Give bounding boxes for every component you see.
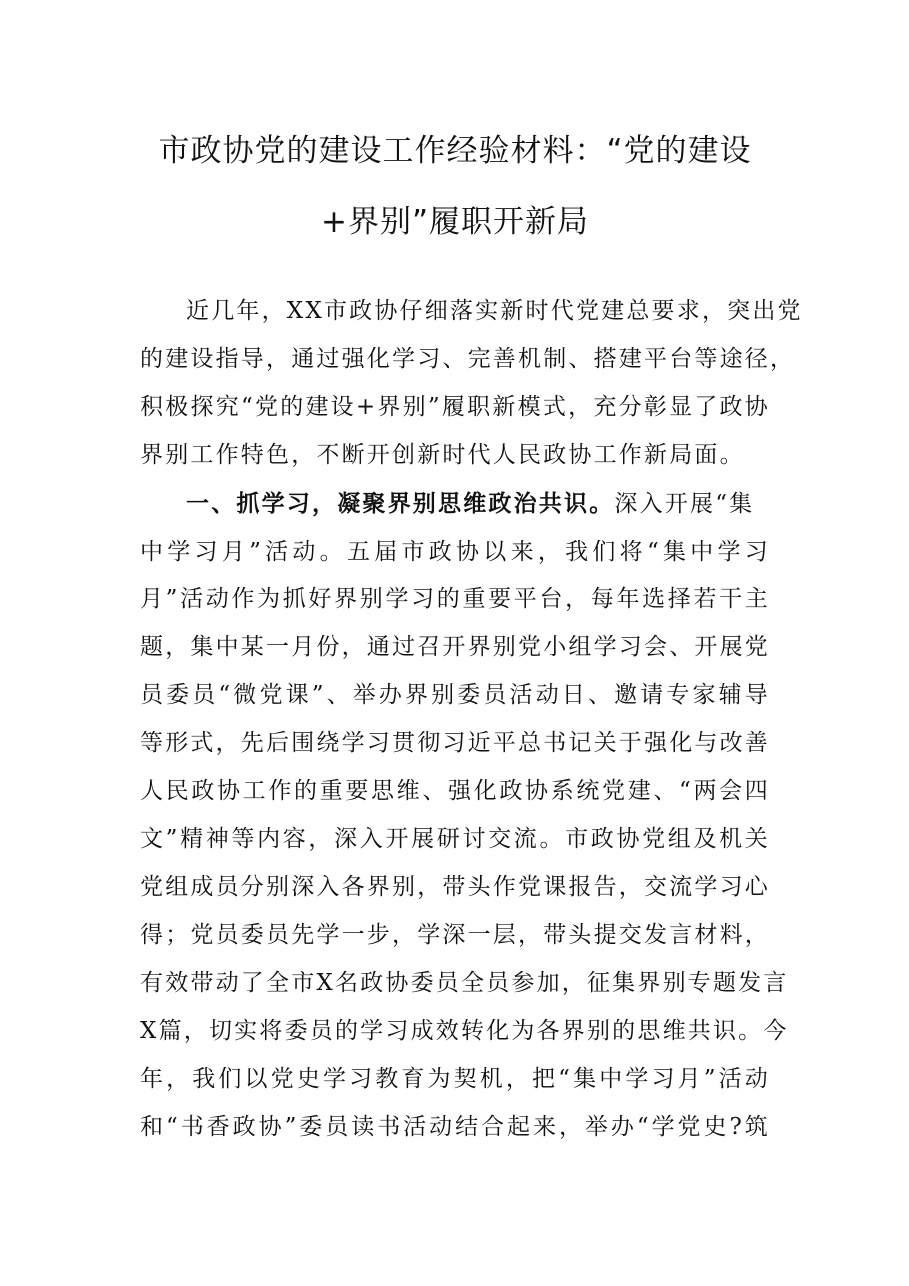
section-heading-continuation: 深入开展“集 xyxy=(614,491,755,517)
document-title-line-1: 市政协党的建设工作经验材料：“党的建设 xyxy=(158,133,752,169)
paragraph-line: 人民政协工作的重要思维、强化政协系统党建、“两会四 xyxy=(140,778,770,804)
paragraph-line: 有效带动了全市X名政协委员全员参加，征集界别专题发言 xyxy=(140,970,789,996)
paragraph-line: 党组成员分别深入各界别，带头作党课报告，交流学习心 xyxy=(140,874,770,900)
paragraph-line: 积极探究“党的建设+界别”履职新模式，充分彰显了政协 xyxy=(140,394,770,420)
section-heading: 一、抓学习，凝聚界别思维政治共识。 xyxy=(186,490,615,517)
paragraph-line: 月”活动作为抓好界别学习的重要平台，每年选择若干主 xyxy=(140,586,770,612)
paragraph-line: 得；党员委员先学一步，学深一层，带头提交发言材料， xyxy=(140,922,770,948)
paragraph-line: 的建设指导，通过强化学习、完善机制、搭建平台等途径， xyxy=(140,346,796,372)
paragraph-line: 等形式，先后围绕学习贯彻习近平总书记关于强化与改善 xyxy=(140,730,770,756)
paragraph-line: 近几年，XX市政协仔细落实新时代党建总要求，突出党 xyxy=(186,298,803,324)
paragraph-line: 和“书香政协”委员读书活动结合起来，举办“学党史?筑 xyxy=(140,1114,770,1140)
paragraph-line: X篇，切实将委员的学习成效转化为各界别的思维共识。今 xyxy=(140,1018,789,1044)
paragraph-line: 年，我们以党史学习教育为契机，把“集中学习月”活动 xyxy=(140,1066,770,1092)
section-heading-line xyxy=(186,485,770,518)
paragraph-line: 界别工作特色，不断开创新时代人民政协工作新局面。 xyxy=(140,442,745,468)
paragraph-line: 中学习月”活动。五届市政协以来，我们将“集中学习 xyxy=(140,539,770,565)
paragraph-line: 题，集中某一月份，通过召开界别党小组学习会、开展党 xyxy=(140,634,770,660)
document-title-line-2: +界别”履职开新局 xyxy=(320,204,590,240)
paragraph-line: 员委员“微党课”、举办界别委员活动日、邀请专家辅导 xyxy=(140,682,770,708)
paragraph-line: 文”精神等内容，深入开展研讨交流。市政协党组及机关 xyxy=(140,826,770,852)
